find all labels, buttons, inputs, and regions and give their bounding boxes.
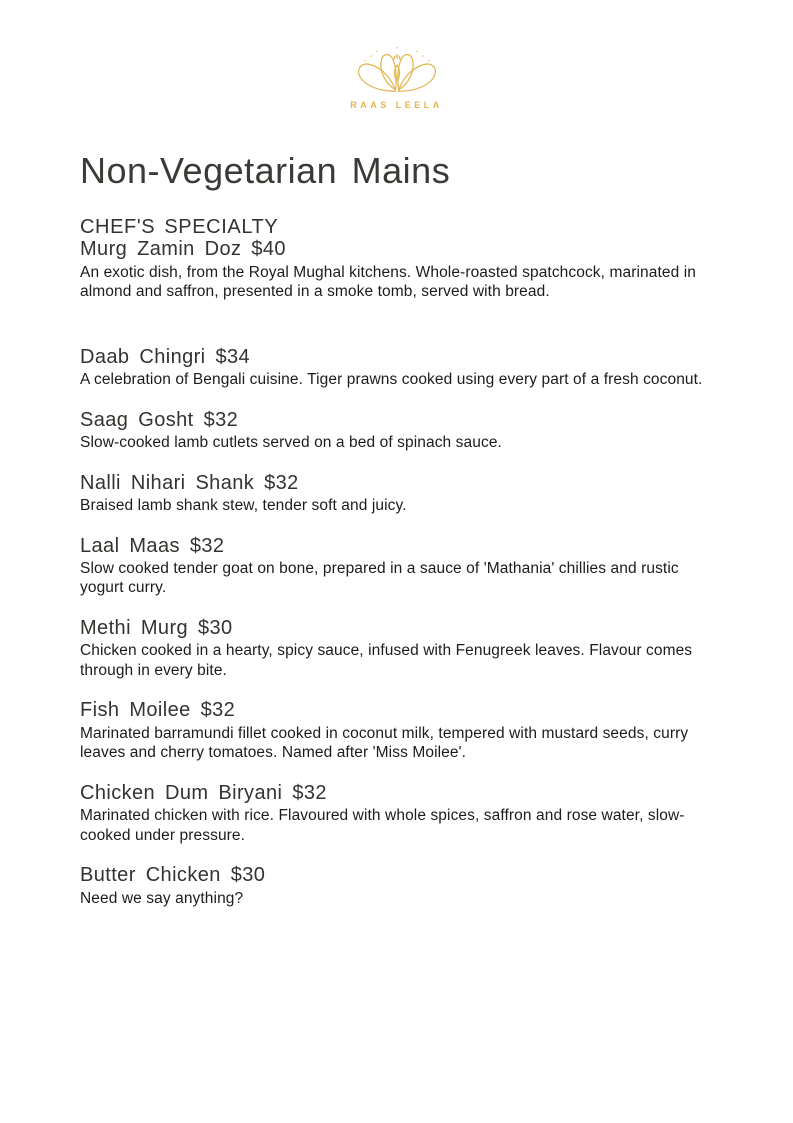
menu-item xyxy=(80,472,712,516)
menu-item xyxy=(80,782,712,845)
dish-name: Daab Chingri xyxy=(80,345,206,368)
dish-name: Fish Moilee xyxy=(80,699,191,722)
dish-heading xyxy=(80,409,712,431)
dish-price: $32 xyxy=(189,534,225,557)
menu-item xyxy=(80,535,712,598)
dish-heading xyxy=(80,782,712,804)
dish-description: Need we say anything? xyxy=(80,889,244,907)
dish-price: $34 xyxy=(215,345,251,368)
dish-price: $30 xyxy=(230,864,266,887)
specialty-label: CHEF'S SPECIALTY xyxy=(80,216,279,238)
dish-description: A celebration of Bengali cuisine. Tiger prawns cooked using every part of a fresh coconut. xyxy=(80,371,703,389)
page-title: Non-Vegetarian Mains xyxy=(80,150,451,191)
dish-price: $32 xyxy=(203,408,239,431)
menu-item xyxy=(80,409,712,453)
brand-name: RAAS LEELA xyxy=(350,100,443,110)
menu-item xyxy=(80,346,712,390)
dish-heading xyxy=(80,864,712,886)
dish-name: Laal Maas xyxy=(80,534,180,557)
dish-description: Slow cooked tender goat on bone, prepared in a sauce of 'Mathania' chillies and rustic yogurt curry. xyxy=(80,559,679,597)
dish-heading xyxy=(80,346,712,368)
dish-heading xyxy=(80,699,712,721)
dish-heading xyxy=(80,535,712,557)
dish-heading xyxy=(80,617,712,639)
dish-name: Methi Murg xyxy=(80,616,189,639)
menu-items xyxy=(80,216,712,908)
lotus-icon xyxy=(351,42,443,96)
dish-price: $30 xyxy=(198,616,233,639)
dish-name: Murg Zamin Doz xyxy=(80,238,242,261)
dish-description: An exotic dish, from the Royal Mughal kitchens. Whole-roasted spatchcock, marinated in almond and saffron, presented in a smoke tomb, served with bread. xyxy=(80,263,696,301)
dish-description: Braised lamb shank stew, tender soft and juicy. xyxy=(80,497,407,515)
dish-price: $32 xyxy=(264,471,299,494)
dish-name: Butter Chicken xyxy=(80,864,221,887)
dish-description: Marinated barramundi fillet cooked in coconut milk, tempered with mustard seeds, curry leaves and cherry tomatoes. Named after 'Miss Moilee'. xyxy=(80,724,689,762)
menu-item xyxy=(80,216,712,302)
menu-item xyxy=(80,617,712,680)
dish-price: $32 xyxy=(292,781,327,804)
dish-description: Slow-cooked lamb cutlets served on a bed of spinach sauce. xyxy=(80,434,502,452)
dish-description: Marinated chicken with rice. Flavoured with whole spices, saffron and rose water, slow-cooked under pressure. xyxy=(80,807,685,844)
dish-name: Nalli Nihari Shank xyxy=(80,471,255,494)
dish-description: Chicken cooked in a hearty, spicy sauce, infused with Fenugreek leaves. Flavour comes through in every bite. xyxy=(80,642,693,679)
brand-block xyxy=(0,42,793,110)
dish-price: $32 xyxy=(200,699,236,722)
dish-name: Chicken Dum Biryani xyxy=(80,781,283,804)
dish-name: Saag Gosht xyxy=(80,408,194,431)
menu-item xyxy=(80,699,712,762)
dish-price: $40 xyxy=(251,238,286,261)
dish-heading xyxy=(80,472,712,494)
dish-heading xyxy=(80,238,712,260)
menu-item xyxy=(80,864,712,908)
